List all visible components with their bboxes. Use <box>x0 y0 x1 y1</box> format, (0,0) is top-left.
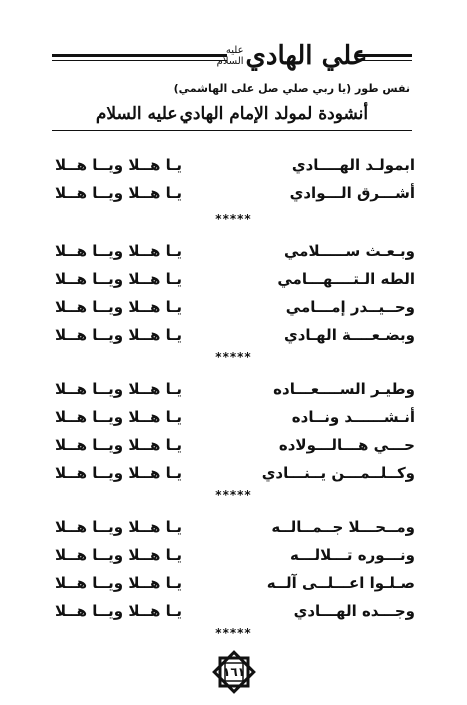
verse-line <box>55 182 415 204</box>
verse-line <box>55 572 415 594</box>
verse-refrain: يـا هــلا ويــا هــلا <box>55 242 182 260</box>
stanza-divider: ***** <box>215 212 252 226</box>
verse-refrain: يـا هــلا ويــا هــلا <box>55 156 182 174</box>
verse-refrain: يـا هــلا ويــا هــلا <box>55 574 182 592</box>
verse-line <box>55 600 415 622</box>
verse-line <box>55 378 415 400</box>
verse-line <box>55 154 415 176</box>
verse-line <box>55 406 415 428</box>
verse-first-half: وكــلــمـــن يــنـــادي <box>261 464 415 482</box>
verse-first-half: ومــحـــلا جــمــالــه <box>271 518 415 536</box>
verse-first-half: وطيـر الســــعـــاده <box>273 380 415 398</box>
verse-first-half: وبـعـث ســـــلامي <box>283 242 415 260</box>
verse-refrain: يـا هــلا ويــا هــلا <box>55 380 182 398</box>
verse-line <box>55 544 415 566</box>
verse-line <box>55 296 415 318</box>
verse-line <box>55 516 415 538</box>
verse-refrain: يـا هــلا ويــا هــلا <box>55 602 182 620</box>
verse-line <box>55 462 415 484</box>
verse-first-half: ونـــوره تـــلالـــه <box>290 546 415 564</box>
chapter-honorific: عليه السلام <box>216 45 244 67</box>
page-number: ١٦١ <box>223 665 245 679</box>
song-title-text: أنشودة لمولد الإمام الهادي <box>179 104 369 124</box>
stanza-divider: ***** <box>215 350 252 364</box>
melody-note: نفس طور (يا ربي صلي صل على الهاشمي) <box>173 82 410 95</box>
verse-first-half: وجـــده الهـــادي <box>293 602 415 620</box>
verse-refrain: يـا هــلا ويــا هــلا <box>55 546 182 564</box>
verse-first-half: وحــيــدر إمـــامي <box>285 298 415 316</box>
verse-line <box>55 268 415 290</box>
verse-first-half: ابمولـد الهــــادي <box>291 156 415 174</box>
header-band <box>52 36 412 76</box>
verse-refrain: يـا هــلا ويــا هــلا <box>55 518 182 536</box>
song-title-honorific: عليه السلام <box>95 104 178 124</box>
verse-first-half: أشـــرق الـــوادي <box>289 184 415 202</box>
verse-line <box>55 240 415 262</box>
verse-refrain: يـا هــلا ويــا هــلا <box>55 326 182 344</box>
verse-refrain: يـا هــلا ويــا هــلا <box>55 184 182 202</box>
verse-first-half: أنـشــــــد ونــاده <box>291 408 415 426</box>
header-title-box <box>216 36 368 76</box>
verse-refrain: يـا هــلا ويــا هــلا <box>55 270 182 288</box>
verse-line <box>55 434 415 456</box>
verse-first-half: صـلـوا اعـــلــى آلــه <box>266 574 415 592</box>
stanza-divider: ***** <box>215 626 252 640</box>
chapter-title: علي الهادي <box>245 41 368 71</box>
verse-first-half: الطه الـتــــهـــامي <box>277 270 415 288</box>
verse-line <box>55 324 415 346</box>
verse-refrain: يـا هــلا ويــا هــلا <box>55 408 182 426</box>
verse-refrain: يـا هــلا ويــا هــلا <box>55 298 182 316</box>
verse-first-half: حـــي هـــالـــولاده <box>278 436 415 454</box>
stanza-divider: ***** <box>215 488 252 502</box>
song-title <box>52 98 412 131</box>
verse-refrain: يـا هــلا ويــا هــلا <box>55 436 182 454</box>
verse-refrain: يـا هــلا ويــا هــلا <box>55 464 182 482</box>
verse-first-half: وبضـعــــة الهـادي <box>283 326 415 344</box>
